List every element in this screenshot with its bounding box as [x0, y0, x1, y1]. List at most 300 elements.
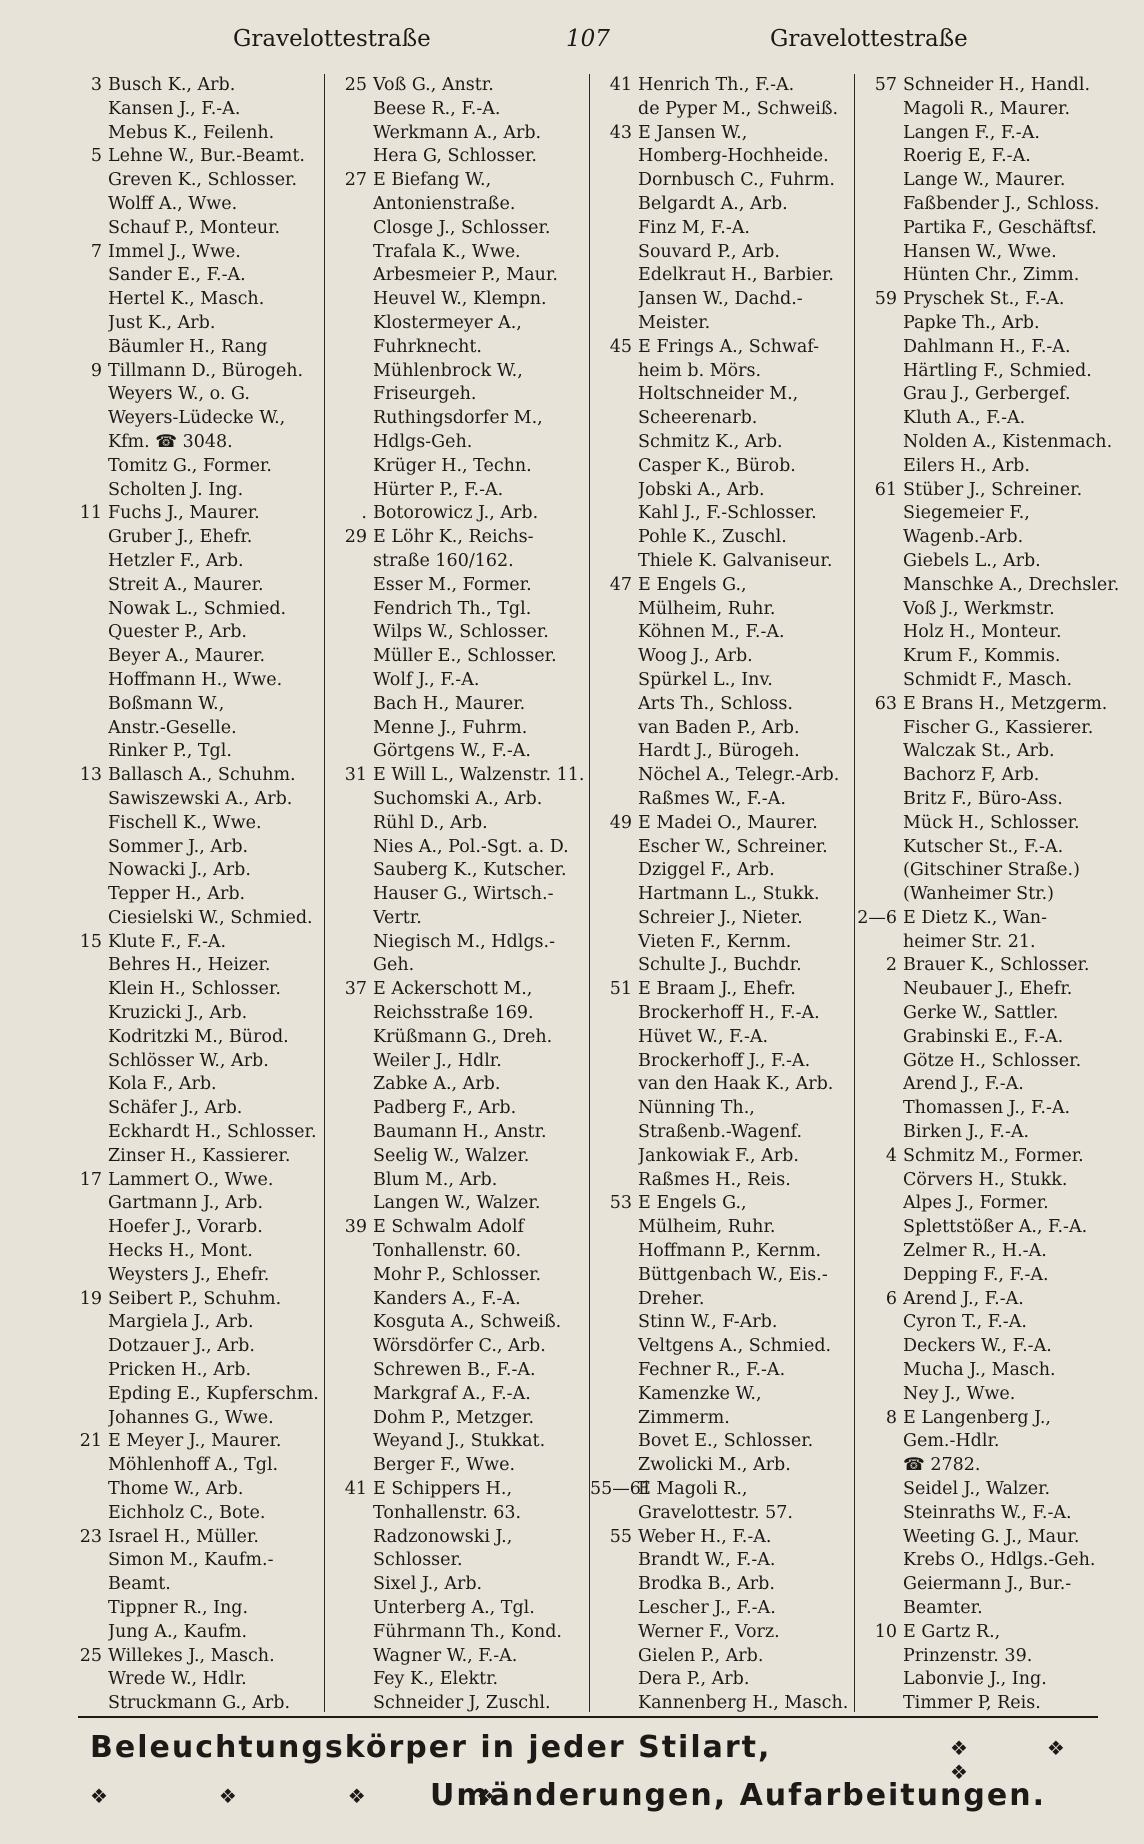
directory-entry [855, 1145, 1120, 1169]
resident-entry: Wilps W., Schlosser. [373, 622, 549, 643]
resident-entry: Friseurgeh. [373, 384, 477, 405]
resident-entry: Jung A., Kaufm. [108, 1621, 248, 1642]
house-number [590, 621, 638, 645]
house-number [855, 122, 903, 146]
resident-entry: Mühlenbrock W., [373, 360, 523, 381]
house-number [325, 598, 373, 622]
directory-entry [60, 1407, 324, 1431]
directory-entry [590, 859, 854, 883]
directory-entry [590, 1169, 854, 1193]
resident-entry: Hdlgs-Geh. [373, 431, 473, 452]
resident-entry: Labonvie J., Ing. [903, 1669, 1047, 1690]
directory-entry [325, 740, 589, 764]
house-number [325, 1692, 373, 1712]
house-number: 55—61 [590, 1479, 653, 1500]
house-number [590, 1264, 638, 1288]
resident-entry: Köhnen M., F.-A. [638, 622, 785, 643]
directory-entry [855, 74, 1120, 98]
resident-entry: Zabke A., Arb. [373, 1074, 501, 1095]
directory-entry [590, 502, 854, 526]
directory-entry [855, 1668, 1120, 1692]
house-number [60, 812, 108, 836]
house-number [590, 431, 638, 455]
house-number [325, 1454, 373, 1478]
resident-entry: Struckmann G., Arb. [108, 1693, 291, 1712]
directory-entry [855, 217, 1120, 241]
house-number [855, 788, 903, 812]
resident-entry: Müller E., Schlosser. [373, 646, 557, 667]
resident-entry: Eichholz C., Bote. [108, 1502, 266, 1523]
house-number [60, 1002, 108, 1026]
directory-entry [855, 1073, 1120, 1097]
directory-entry [855, 693, 1120, 717]
resident-entry: Werkmann A., Arb. [373, 122, 542, 143]
directory-entry [60, 836, 324, 860]
resident-entry: Boßmann W., [108, 693, 225, 714]
house-number [325, 1002, 373, 1026]
directory-entry [855, 669, 1120, 693]
house-number [855, 931, 903, 955]
house-number: 63 [874, 693, 897, 714]
resident-entry: Radzonowski J., [373, 1526, 513, 1547]
house-number [325, 1169, 373, 1193]
directory-entry [590, 288, 854, 312]
directory-entry [60, 1216, 324, 1240]
resident-entry: Härtling F., Schmied. [903, 360, 1092, 381]
directory-entry [60, 1359, 324, 1383]
house-number [60, 1502, 108, 1526]
house-number [590, 1026, 638, 1050]
directory-entry [590, 479, 854, 503]
directory-entry [325, 954, 589, 978]
house-number [60, 859, 108, 883]
resident-entry: Lehne W., Bur.-Beamt. [108, 146, 305, 167]
resident-entry: Pryschek St., F.-A. [903, 289, 1065, 310]
house-number [60, 169, 108, 193]
resident-entry: Birken J., F.-A. [903, 1122, 1030, 1143]
resident-entry: Hardt J., Bürogeh. [638, 741, 800, 762]
directory-entry [590, 1573, 854, 1597]
house-number [60, 455, 108, 479]
house-number [855, 455, 903, 479]
resident-entry: Bach H., Maurer. [373, 693, 526, 714]
house-number [855, 836, 903, 860]
resident-entry: Wolf J., F.-A. [373, 669, 480, 690]
resident-entry: Jobski A., Arb. [638, 479, 765, 500]
resident-entry: E Frings A., Schwaf- [638, 336, 820, 357]
house-number [590, 1216, 638, 1240]
directory-entry [60, 621, 324, 645]
resident-entry: straße 160/162. [373, 550, 514, 571]
resident-entry: E Schippers H., [373, 1479, 513, 1500]
resident-entry: Belgardt A., Arb. [638, 193, 788, 214]
directory-entry [60, 1549, 324, 1573]
house-number [325, 455, 373, 479]
directory-entry [855, 907, 1120, 931]
house-number [590, 1240, 638, 1264]
house-number [855, 1383, 903, 1407]
column-1 [60, 74, 325, 1712]
resident-entry: Krüger H., Techn. [373, 455, 532, 476]
house-number: 39 [344, 1217, 367, 1238]
resident-entry: Mucha J., Masch. [903, 1360, 1056, 1381]
house-number [855, 502, 903, 526]
resident-entry: Kosguta A., Schweiß. [373, 1312, 562, 1333]
directory-entry [325, 502, 589, 526]
directory-entry [60, 1692, 324, 1712]
house-number [60, 1145, 108, 1169]
directory-entry [855, 1050, 1120, 1074]
house-number [325, 336, 373, 360]
resident-entry: Nowak L., Schmied. [108, 598, 287, 619]
directory-entry [325, 288, 589, 312]
resident-entry: Zwolicki M., Arb. [638, 1455, 791, 1476]
directory-entry [855, 883, 1120, 907]
resident-entry: Anstr.-Geselle. [108, 717, 237, 738]
directory-entry [60, 145, 324, 169]
directory-entry [325, 883, 589, 907]
resident-entry: Schneider J, Zuschl. [373, 1693, 551, 1712]
directory-entry [590, 1549, 854, 1573]
resident-entry: Schreier J., Nieter. [638, 907, 803, 928]
directory-entry [855, 645, 1120, 669]
advertisement-text-2: Umänderungen, Aufarbeitungen. [430, 1778, 1046, 1813]
house-number: 6 [885, 1288, 897, 1309]
directory-entry [855, 1645, 1120, 1669]
directory-entry [60, 693, 324, 717]
house-number [60, 1621, 108, 1645]
directory-entry [590, 193, 854, 217]
directory-entry [325, 717, 589, 741]
column-3 [590, 74, 855, 1712]
house-number [325, 1264, 373, 1288]
house-number [325, 1407, 373, 1431]
directory-entry [855, 740, 1120, 764]
directory-entry [590, 1145, 854, 1169]
house-number [60, 1407, 108, 1431]
directory-entry [325, 1288, 589, 1312]
directory-entry [590, 526, 854, 550]
house-number [325, 1526, 373, 1550]
directory-entry [60, 526, 324, 550]
house-number [60, 407, 108, 431]
directory-entry [855, 598, 1120, 622]
house-number [60, 907, 108, 931]
resident-entry: Weyers-Lüdecke W., [108, 408, 286, 429]
page-number: 107 [566, 26, 610, 52]
resident-entry: Johannes G., Wwe. [108, 1407, 274, 1428]
resident-entry: Stinn W., F-Arb. [638, 1312, 778, 1333]
directory-entry [590, 1026, 854, 1050]
resident-entry: Nünning Th., [638, 1098, 755, 1119]
directory-entry [855, 931, 1120, 955]
house-number: 2—6 [857, 907, 897, 928]
house-number [855, 98, 903, 122]
directory-entry [60, 1240, 324, 1264]
house-number [855, 407, 903, 431]
directory-entry [325, 669, 589, 693]
directory-entry [590, 598, 854, 622]
house-number [325, 1430, 373, 1454]
house-number [855, 1573, 903, 1597]
house-number [855, 217, 903, 241]
directory-entry [60, 455, 324, 479]
house-number: 7 [90, 241, 102, 262]
resident-entry: Sawiszewski A., Arb. [108, 788, 293, 809]
advertisement-line-1 [90, 1730, 1130, 1784]
house-number [325, 836, 373, 860]
directory-entry [590, 669, 854, 693]
ornament-group-2: ❖ ❖ ❖ ❖ [90, 1784, 547, 1808]
directory-entry [60, 1597, 324, 1621]
resident-entry: Rühl D., Arb. [373, 812, 488, 833]
directory-entry [60, 336, 324, 360]
resident-entry: Gerke W., Sattler. [903, 1003, 1059, 1024]
house-number [60, 98, 108, 122]
resident-entry: Mülheim, Ruhr. [638, 598, 776, 619]
directory-entry [855, 264, 1120, 288]
resident-entry: Mück H., Schlosser. [903, 812, 1080, 833]
resident-entry: Langen F., F.-A. [903, 122, 1040, 143]
resident-entry: Seibert P., Schuhm. [108, 1288, 282, 1309]
resident-entry: Schlosser. [373, 1550, 463, 1571]
house-number [590, 954, 638, 978]
resident-entry: Grau J., Gerbergef. [903, 384, 1071, 405]
house-number [325, 1121, 373, 1145]
resident-entry: Gem.-Hdlr. [903, 1431, 1000, 1452]
house-number [590, 1097, 638, 1121]
house-number [590, 1573, 638, 1597]
resident-entry: Streit A., Maurer. [108, 574, 264, 595]
directory-entry [855, 502, 1120, 526]
resident-entry: Wolff A., Wwe. [108, 193, 238, 214]
directory-entry [325, 1050, 589, 1074]
house-number [60, 383, 108, 407]
house-number [590, 1645, 638, 1669]
directory-entry [590, 1383, 854, 1407]
resident-entry: Nowacki J., Arb. [108, 860, 251, 881]
house-number [60, 288, 108, 312]
directory-entry [590, 360, 854, 384]
resident-entry: Krüßmann G., Dreh. [373, 1026, 553, 1047]
directory-entry [590, 883, 854, 907]
resident-entry: Closge J., Schlosser. [373, 217, 551, 238]
house-number [60, 693, 108, 717]
directory-entry [590, 1264, 854, 1288]
directory-entry [60, 669, 324, 693]
house-number [590, 1073, 638, 1097]
directory-entry [60, 1645, 324, 1669]
resident-entry: Cyron T., F.-A. [903, 1312, 1027, 1333]
house-number: 17 [79, 1169, 102, 1190]
resident-entry: Weeting G. J., Maur. [903, 1526, 1080, 1547]
directory-entry [325, 1121, 589, 1145]
directory-entry [855, 1597, 1120, 1621]
directory-entry [325, 526, 589, 550]
house-number: 43 [609, 122, 632, 143]
directory-entry [60, 645, 324, 669]
resident-entry: Lammert O., Wwe. [108, 1169, 274, 1190]
directory-entry [60, 1335, 324, 1359]
resident-entry: Casper K., Bürob. [638, 455, 796, 476]
resident-entry: Tonhallenstr. 60. [373, 1241, 522, 1262]
resident-entry: Tonhallenstr. 63. [373, 1502, 522, 1523]
resident-entry: Epding E., Kupferschm. [108, 1383, 319, 1404]
resident-entry: Rinker P., Tgl. [108, 741, 232, 762]
house-number [60, 1359, 108, 1383]
resident-entry: Gielen P., Arb. [638, 1645, 764, 1666]
directory-entry [855, 1288, 1120, 1312]
page-header [0, 22, 1144, 62]
resident-entry: Brockerhoff J., F.-A. [638, 1050, 811, 1071]
house-number [325, 693, 373, 717]
house-number [590, 360, 638, 384]
house-number [325, 621, 373, 645]
directory-entry [590, 1216, 854, 1240]
resident-entry: Kruzicki J., Arb. [108, 1003, 248, 1024]
house-number [325, 1240, 373, 1264]
resident-entry: E Löhr K., Reichs- [373, 527, 534, 548]
house-number [855, 193, 903, 217]
resident-entry: Straßenb.-Wagenf. [638, 1122, 803, 1143]
resident-entry: Wagner W., F.-A. [373, 1645, 518, 1666]
directory-entry [325, 1597, 589, 1621]
house-number [855, 550, 903, 574]
house-number [855, 1002, 903, 1026]
directory-entry [60, 859, 324, 883]
directory-entry [855, 836, 1120, 860]
directory-entry [325, 217, 589, 241]
house-number [590, 312, 638, 336]
house-number [325, 264, 373, 288]
resident-entry: Gravelottestr. 57. [638, 1502, 793, 1523]
resident-entry: Raßmes W., F.-A. [638, 788, 786, 809]
resident-entry: Gartmann J., Arb. [108, 1193, 264, 1214]
directory-entry [325, 98, 589, 122]
resident-entry: Beamt. [108, 1574, 171, 1595]
directory-entry [590, 693, 854, 717]
resident-entry: Pricken H., Arb. [108, 1360, 252, 1381]
directory-entry [590, 122, 854, 146]
resident-entry: Bäumler H., Rang [108, 336, 268, 357]
directory-entry [590, 1192, 854, 1216]
directory-entry [590, 1692, 854, 1712]
column-2 [325, 74, 590, 1712]
resident-entry: Giebels L., Arb. [903, 550, 1041, 571]
resident-entry: Wörsdörfer C., Arb. [373, 1336, 546, 1357]
directory-entry [60, 1050, 324, 1074]
resident-entry: Seelig W., Walzer. [373, 1145, 530, 1166]
directory-entry [590, 74, 854, 98]
resident-entry: Tillmann D., Bürogeh. [108, 360, 304, 381]
resident-entry: Geh. [373, 955, 415, 976]
house-number [855, 145, 903, 169]
house-number [60, 645, 108, 669]
house-number [855, 1073, 903, 1097]
directory-entry [855, 812, 1120, 836]
resident-entry: Esser M., Former. [373, 574, 532, 595]
resident-entry: Woog J., Arb. [638, 646, 753, 667]
directory-entry [590, 574, 854, 598]
house-number [855, 717, 903, 741]
house-number: 29 [344, 527, 367, 548]
resident-entry: Thome W., Arb. [108, 1479, 244, 1500]
resident-entry: Antonienstraße. [373, 193, 516, 214]
house-number [855, 574, 903, 598]
house-number [325, 1502, 373, 1526]
resident-entry: Souvard P., Arb. [638, 241, 780, 262]
resident-entry: (Gitschiner Straße.) [903, 860, 1080, 881]
house-number [855, 1121, 903, 1145]
directory-entry [590, 383, 854, 407]
directory-entry [590, 1668, 854, 1692]
directory-entry [325, 479, 589, 503]
house-number [590, 931, 638, 955]
house-number [590, 883, 638, 907]
directory-entry [855, 1549, 1120, 1573]
resident-entry: Meister. [638, 312, 711, 333]
resident-entry: Brodka B., Arb. [638, 1574, 775, 1595]
resident-entry: E Dietz K., Wan- [903, 907, 1047, 928]
resident-entry: Beamter. [903, 1598, 983, 1618]
directory-entry [855, 1169, 1120, 1193]
house-number [60, 1668, 108, 1692]
house-number [325, 907, 373, 931]
house-number [60, 1383, 108, 1407]
house-number [855, 1597, 903, 1621]
house-number [855, 1359, 903, 1383]
resident-entry: Heuvel W., Klempn. [373, 289, 547, 310]
house-number [325, 1668, 373, 1692]
resident-entry: Fendrich Th., Tgl. [373, 598, 532, 619]
directory-entry [60, 1502, 324, 1526]
directory-entry [325, 931, 589, 955]
house-number [325, 1359, 373, 1383]
house-number [60, 788, 108, 812]
resident-entry: Führmann Th., Kond. [373, 1621, 562, 1642]
directory-entry [60, 193, 324, 217]
directory-entry [60, 1192, 324, 1216]
house-number [855, 1454, 903, 1478]
directory-entry [590, 264, 854, 288]
directory-entry [855, 169, 1120, 193]
directory-entry [60, 740, 324, 764]
house-number [590, 241, 638, 265]
directory-entry [590, 336, 854, 360]
house-number [590, 1668, 638, 1692]
directory-entry [325, 360, 589, 384]
resident-entry: Blum M., Arb. [373, 1169, 498, 1190]
resident-entry: Scholten J. Ing. [108, 479, 244, 500]
resident-entry: Tippner R., Ing. [108, 1598, 249, 1618]
house-number [590, 788, 638, 812]
house-number [590, 98, 638, 122]
directory-entry [590, 812, 854, 836]
resident-entry: de Pyper M., Schweiß. [638, 98, 839, 119]
directory-entry [325, 1407, 589, 1431]
directory-entry [325, 1645, 589, 1669]
resident-entry: Hauser G., Wirtsch.- [373, 884, 554, 905]
resident-entry: Dera P., Arb. [638, 1669, 750, 1690]
directory-entry [325, 788, 589, 812]
directory-entry [325, 169, 589, 193]
house-number [855, 621, 903, 645]
directory-entry [325, 312, 589, 336]
header-street-left: Gravelottestraße [233, 26, 431, 52]
directory-entry [590, 717, 854, 741]
resident-entry: Schmidt F., Masch. [903, 669, 1073, 690]
directory-entry [60, 1026, 324, 1050]
